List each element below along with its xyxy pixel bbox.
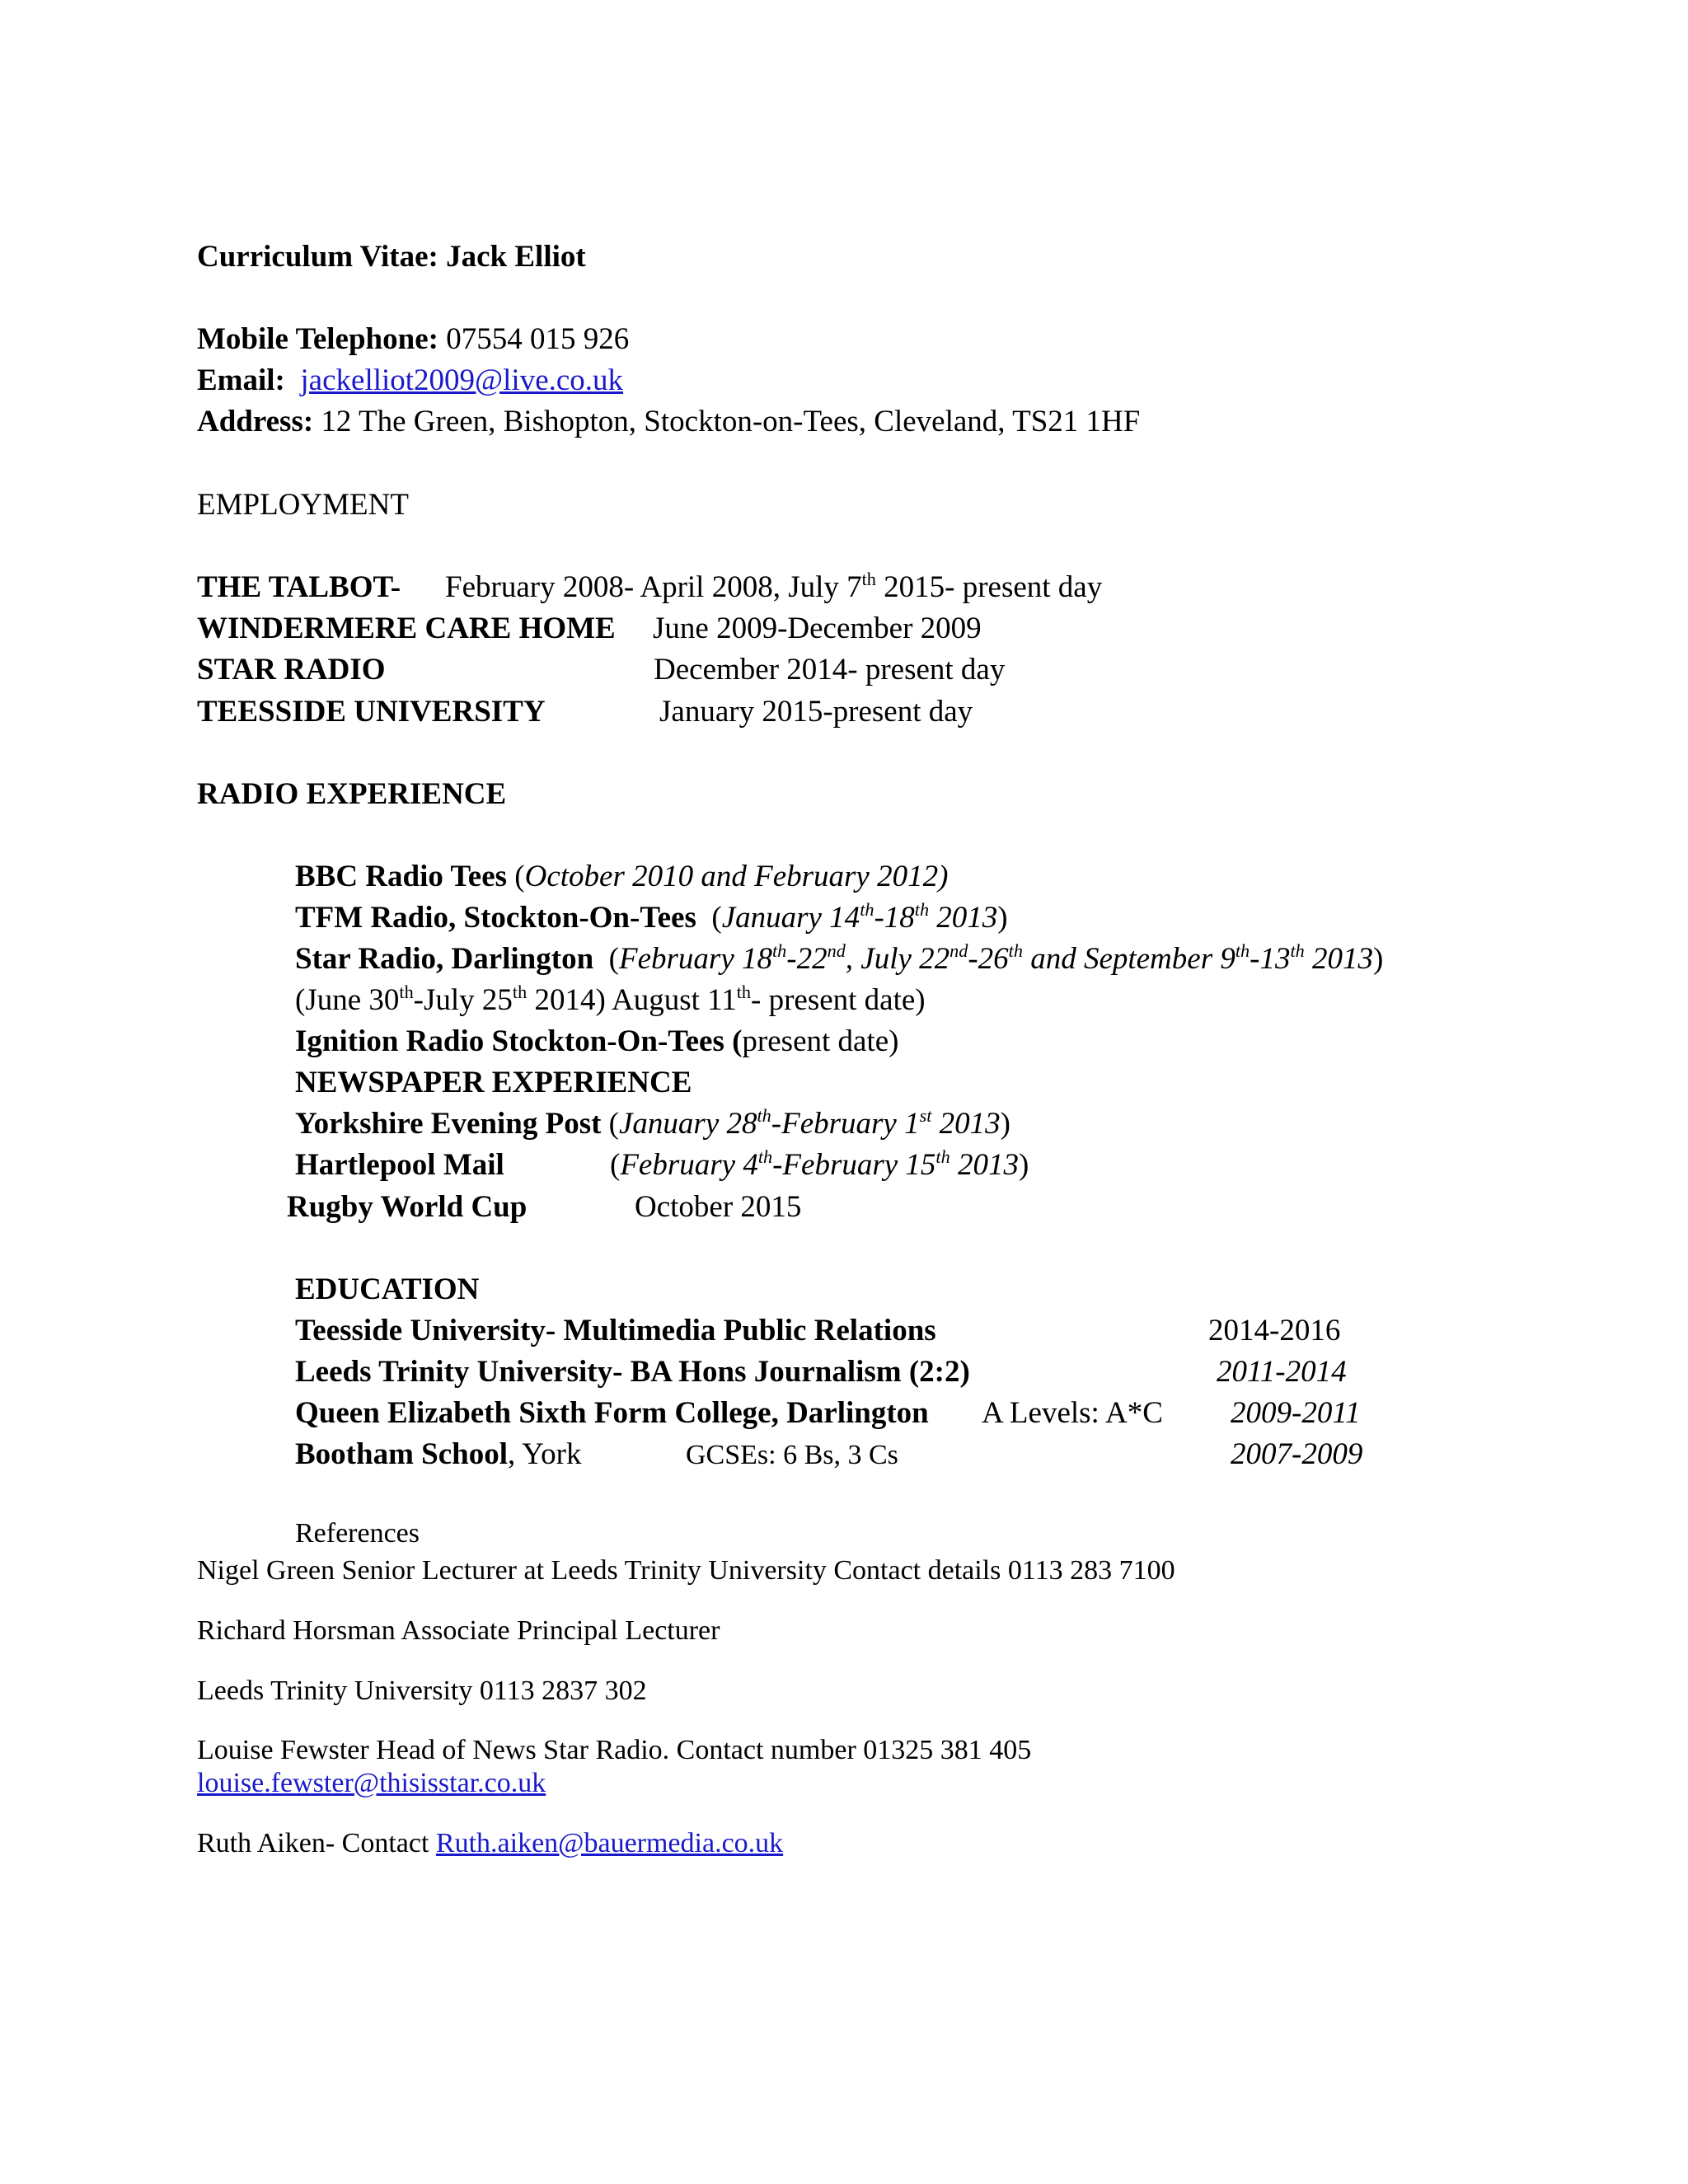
- education-qualification: GCSEs: 6 Bs, 3 Cs: [686, 1440, 898, 1470]
- job-name: WINDERMERE CARE HOME: [197, 612, 616, 645]
- radio-item-star: Star Radio, Darlington (February 18th-22nd, July 22nd-26th and September 9th-13th 2013): [295, 940, 1384, 976]
- mobile-value: 07554 015 926: [446, 322, 630, 356]
- reference-louise-email-line: [197, 1769, 546, 1797]
- ruth-email-link[interactable]: Ruth.aiken@bauermedia.co.uk: [435, 1828, 784, 1858]
- job-name: TEESSIDE UNIVERSITY: [197, 695, 546, 729]
- job-dates: February 2008- April 2008, July 7th 2015- present day: [445, 568, 1103, 604]
- job-name: STAR RADIO: [197, 653, 386, 687]
- education-years: 2007-2009: [1231, 1437, 1363, 1471]
- job-row: [197, 572, 401, 602]
- job-row: [197, 654, 386, 685]
- reference-louise: Louise Fewster Head of News Star Radio. Contact number 01325 381 405: [197, 1735, 1032, 1765]
- email-label: Email:: [197, 363, 285, 397]
- job-name: THE TALBOT-: [197, 570, 401, 604]
- education-years: 2011-2014: [1217, 1355, 1347, 1389]
- education-item: Queen Elizabeth Sixth Form College, Darlington: [295, 1396, 929, 1430]
- newspaper-item-yep: Yorkshire Evening Post (January 28th-February 1st 2013): [295, 1104, 1010, 1141]
- job-row: [197, 613, 616, 644]
- email-line: [197, 365, 623, 396]
- newspaper-item-hartlepool-dates: (February 4th-February 15th 2013): [610, 1146, 1029, 1182]
- reference-nigel: Nigel Green Senior Lecturer at Leeds Trinity University Contact details 0113 283 7100: [197, 1555, 1175, 1586]
- job-dates: December 2014- present day: [654, 653, 1006, 687]
- email-link[interactable]: jackelliot2009@live.co.uk: [300, 363, 624, 397]
- education-item: Bootham School, York: [295, 1437, 582, 1471]
- employment-heading: EMPLOYMENT: [197, 488, 409, 522]
- references-heading: References: [295, 1518, 420, 1549]
- address-value: 12 The Green, Bishopton, Stockton-on-Tees, Cleveland, TS21 1HF: [321, 405, 1141, 438]
- radio-heading: RADIO EXPERIENCE: [197, 777, 507, 811]
- newspaper-item-rugby: Rugby World Cup: [287, 1190, 528, 1224]
- education-item: Leeds Trinity University- BA Hons Journalism (2:2): [295, 1355, 970, 1389]
- newspaper-item-rugby-dates: October 2015: [635, 1190, 802, 1224]
- radio-item-ignition: Ignition Radio Stockton-On-Tees (present date): [295, 1024, 899, 1058]
- job-row: [197, 696, 546, 727]
- education-qualification: A Levels: A*C: [982, 1396, 1163, 1430]
- education-item: Teesside University- Multimedia Public Relations: [295, 1314, 936, 1347]
- education-years: 2014-2016: [1208, 1314, 1341, 1347]
- mobile-label: Mobile Telephone:: [197, 322, 438, 356]
- address-label: Address:: [197, 405, 314, 438]
- reference-leeds: Leeds Trinity University 0113 2837 302: [197, 1675, 647, 1706]
- job-dates: June 2009-December 2009: [653, 612, 982, 645]
- newspaper-item-hartlepool: Hartlepool Mail: [295, 1148, 504, 1182]
- cv-title: Curriculum Vitae: Jack Elliot: [197, 240, 586, 274]
- education-heading: EDUCATION: [295, 1272, 480, 1306]
- louise-email-link[interactable]: louise.fewster@thisisstar.co.uk: [197, 1768, 546, 1798]
- newspaper-heading: NEWSPAPER EXPERIENCE: [295, 1066, 692, 1099]
- reference-richard: Richard Horsman Associate Principal Lecturer: [197, 1615, 720, 1646]
- mobile-line: [197, 324, 629, 354]
- address-line: [197, 406, 1140, 437]
- reference-ruth: Ruth Aiken- Contact Ruth.aiken@bauermedia.co.uk: [197, 1828, 784, 1858]
- radio-item-tfm: TFM Radio, Stockton-On-Tees (January 14th-18th 2013): [295, 898, 1008, 935]
- job-dates: January 2015-present day: [659, 695, 973, 729]
- radio-item-bbc: BBC Radio Tees (October 2010 and February 2012): [295, 860, 949, 893]
- radio-item-star-continued: (June 30th-July 25th 2014) August 11th- present date): [295, 981, 926, 1017]
- education-years: 2009-2011: [1231, 1396, 1361, 1430]
